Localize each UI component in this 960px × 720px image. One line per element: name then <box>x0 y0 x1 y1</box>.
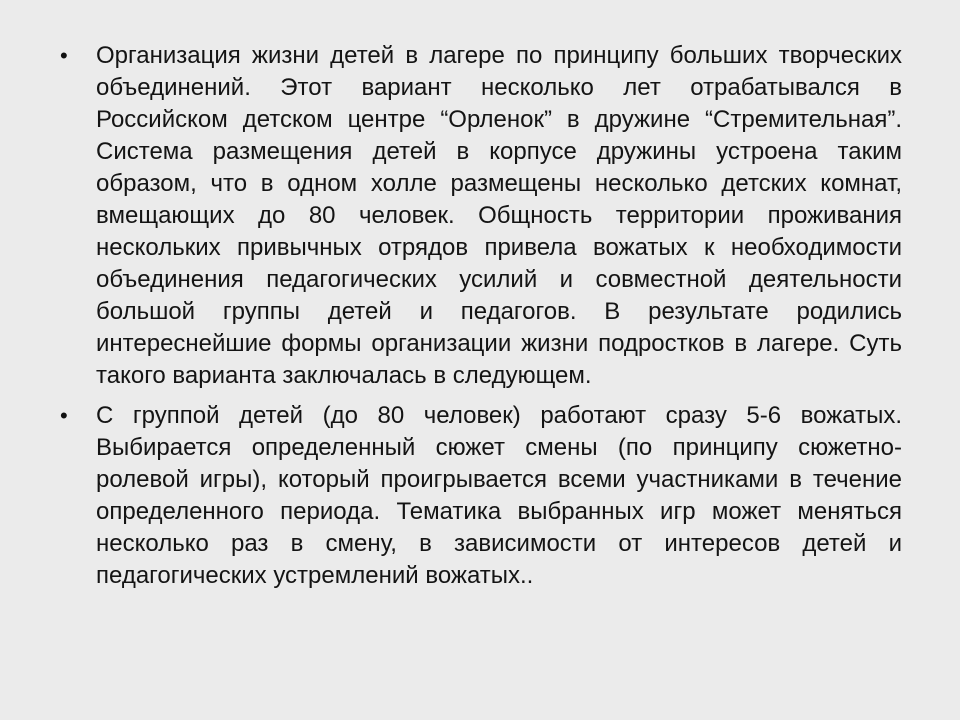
bullet-item <box>60 40 902 392</box>
bullet-marker: • <box>60 403 68 428</box>
bullet-item <box>60 400 902 592</box>
bullet-text: С группой детей (до 80 человек) работают сразу 5-6 вожатых. Выбирается определенный сюжет смены (по принципу сюжетно-ролевой игры), который проигрывается всеми участниками в течение определенного периода. Тематика выбранных игр может меняться несколько раз в смену, в зависимости от интересов детей и педагогических устремлений вожатых.. <box>96 402 902 589</box>
bullet-marker: • <box>60 43 68 68</box>
bullet-text: Организация жизни детей в лагере по принципу больших творческих объединений. Этот вариант несколько лет отрабатывался в Российском детском центре “Орленок” в дружине “Стремительная”. Система размещения детей в корпусе дружины устроена таким образом, что в одном холле размещены несколько детских комнат, вмещающих до 80 человек. Общность территории проживания нескольких привычных отрядов привела вожатых к необходимости объединения педагогических усилий и совместной деятельности большой группы детей и педагогов. В результате родились интереснейшие формы организации жизни подростков в лагере. Суть такого варианта заключалась в следующем. <box>96 42 902 389</box>
bullet-list <box>60 40 902 600</box>
